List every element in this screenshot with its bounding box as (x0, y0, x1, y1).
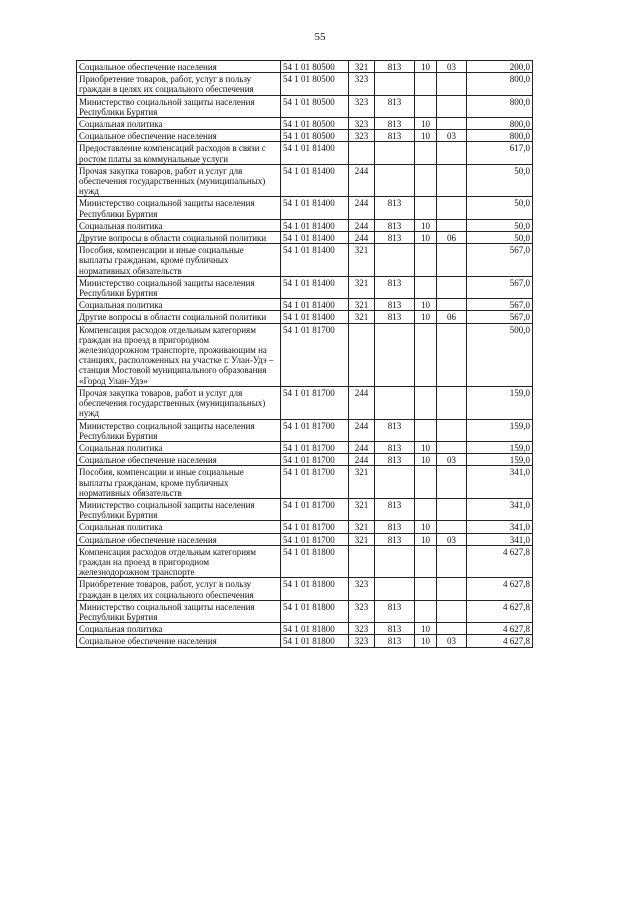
row-amount-cell: 800,0 (467, 118, 533, 130)
table-row (77, 441, 533, 453)
row-subsection-cell: 03 (437, 130, 467, 142)
table-row (77, 533, 533, 545)
row-target-code-cell: 54 1 01 81400 (281, 219, 349, 231)
row-amount-cell: 50,0 (467, 197, 533, 219)
row-expense-type-cell: 244 (349, 454, 375, 466)
row-department-code-cell (375, 164, 415, 197)
row-name-cell: Министерство социальной защиты населения Республики Бурятия (77, 498, 281, 520)
row-amount-cell: 4 627,8 (467, 600, 533, 622)
row-amount-cell: 341,0 (467, 521, 533, 533)
row-expense-type-cell: 323 (349, 73, 375, 95)
table-row (77, 454, 533, 466)
table-row (77, 386, 533, 419)
table-row (77, 118, 533, 130)
row-department-code-cell: 813 (375, 299, 415, 311)
row-expense-type-cell: 321 (349, 466, 375, 499)
row-expense-type-cell: 321 (349, 311, 375, 323)
row-department-code-cell: 813 (375, 635, 415, 647)
row-department-code-cell (375, 466, 415, 499)
row-section-cell (415, 95, 437, 117)
row-department-code-cell (375, 142, 415, 164)
row-subsection-cell (437, 95, 467, 117)
row-amount-cell: 50,0 (467, 164, 533, 197)
row-department-code-cell (375, 73, 415, 95)
row-section-cell: 10 (415, 454, 437, 466)
row-expense-type-cell: 321 (349, 521, 375, 533)
table-row (77, 311, 533, 323)
row-name-cell: Социальная политика (77, 299, 281, 311)
row-section-cell (415, 197, 437, 219)
row-name-cell: Министерство социальной защиты населения Республики Бурятия (77, 95, 281, 117)
row-target-code-cell: 54 1 01 81700 (281, 533, 349, 545)
row-target-code-cell: 54 1 01 80500 (281, 130, 349, 142)
row-name-cell: Компенсация расходов отдельным категориям граждан на проезд в пригородном железнодорожном транспорте, проживающим на станциях, расположенных на участке г. Улан-Удэ – станция Мостовой муниципального образования «Город Улан-Удэ» (77, 323, 281, 386)
row-name-cell: Другие вопросы в области социальной политики (77, 311, 281, 323)
row-target-code-cell: 54 1 01 81800 (281, 578, 349, 600)
row-subsection-cell: 06 (437, 232, 467, 244)
row-name-cell: Пособия, компенсации и иные социальные выплаты гражданам, кроме публичных нормативных обязательств (77, 244, 281, 277)
row-amount-cell: 800,0 (467, 95, 533, 117)
row-amount-cell: 159,0 (467, 454, 533, 466)
row-name-cell: Пособия, компенсации и иные социальные выплаты гражданам, кроме публичных нормативных обязательств (77, 466, 281, 499)
row-subsection-cell (437, 323, 467, 386)
row-section-cell: 10 (415, 441, 437, 453)
table-row (77, 61, 533, 73)
row-expense-type-cell: 323 (349, 118, 375, 130)
table-row (77, 164, 533, 197)
table-row (77, 130, 533, 142)
table-row (77, 197, 533, 219)
row-department-code-cell: 813 (375, 219, 415, 231)
row-target-code-cell: 54 1 01 81700 (281, 454, 349, 466)
row-amount-cell: 617,0 (467, 142, 533, 164)
row-amount-cell: 159,0 (467, 386, 533, 419)
row-target-code-cell: 54 1 01 80500 (281, 61, 349, 73)
row-section-cell: 10 (415, 219, 437, 231)
row-department-code-cell: 813 (375, 521, 415, 533)
row-department-code-cell (375, 244, 415, 277)
row-section-cell (415, 466, 437, 499)
row-department-code-cell: 813 (375, 498, 415, 520)
row-subsection-cell (437, 419, 467, 441)
row-section-cell (415, 276, 437, 298)
row-amount-cell: 4 627,8 (467, 623, 533, 635)
row-target-code-cell: 54 1 01 81400 (281, 276, 349, 298)
row-subsection-cell: 03 (437, 61, 467, 73)
row-expense-type-cell (349, 323, 375, 386)
row-subsection-cell (437, 466, 467, 499)
row-expense-type-cell: 321 (349, 299, 375, 311)
row-department-code-cell: 813 (375, 61, 415, 73)
row-section-cell (415, 498, 437, 520)
row-target-code-cell: 54 1 01 81800 (281, 600, 349, 622)
row-section-cell (415, 386, 437, 419)
row-name-cell: Социальное обеспечение населения (77, 533, 281, 545)
row-amount-cell: 200,0 (467, 61, 533, 73)
row-expense-type-cell (349, 142, 375, 164)
row-department-code-cell: 813 (375, 441, 415, 453)
row-section-cell (415, 142, 437, 164)
table-row (77, 466, 533, 499)
row-department-code-cell: 813 (375, 454, 415, 466)
row-department-code-cell: 813 (375, 276, 415, 298)
row-subsection-cell (437, 73, 467, 95)
row-name-cell: Социальное обеспечение населения (77, 635, 281, 647)
row-department-code-cell: 813 (375, 419, 415, 441)
row-expense-type-cell: 244 (349, 441, 375, 453)
row-expense-type-cell: 323 (349, 635, 375, 647)
row-expense-type-cell: 244 (349, 197, 375, 219)
row-target-code-cell: 54 1 01 81700 (281, 498, 349, 520)
row-department-code-cell: 813 (375, 197, 415, 219)
row-expense-type-cell: 323 (349, 95, 375, 117)
row-department-code-cell: 813 (375, 118, 415, 130)
row-expense-type-cell: 323 (349, 130, 375, 142)
row-section-cell (415, 419, 437, 441)
row-target-code-cell: 54 1 01 81700 (281, 521, 349, 533)
row-target-code-cell: 54 1 01 81700 (281, 419, 349, 441)
row-name-cell: Социальная политика (77, 219, 281, 231)
row-department-code-cell: 813 (375, 533, 415, 545)
row-target-code-cell: 54 1 01 81800 (281, 623, 349, 635)
row-section-cell: 10 (415, 118, 437, 130)
row-subsection-cell (437, 197, 467, 219)
row-name-cell: Другие вопросы в области социальной политики (77, 232, 281, 244)
row-section-cell (415, 545, 437, 578)
row-name-cell: Социальная политика (77, 118, 281, 130)
row-subsection-cell (437, 600, 467, 622)
row-target-code-cell: 54 1 01 81400 (281, 142, 349, 164)
row-section-cell (415, 164, 437, 197)
row-department-code-cell: 813 (375, 311, 415, 323)
row-name-cell: Приобретение товаров, работ, услуг в пользу граждан в целях их социального обеспечения (77, 578, 281, 600)
row-section-cell (415, 323, 437, 386)
row-section-cell: 10 (415, 311, 437, 323)
row-subsection-cell (437, 164, 467, 197)
row-expense-type-cell: 321 (349, 533, 375, 545)
row-amount-cell: 4 627,8 (467, 635, 533, 647)
row-name-cell: Министерство социальной защиты населения Республики Бурятия (77, 600, 281, 622)
row-name-cell: Социальное обеспечение населения (77, 454, 281, 466)
row-amount-cell: 4 627,8 (467, 578, 533, 600)
row-subsection-cell (437, 623, 467, 635)
budget-table (76, 60, 533, 648)
row-amount-cell: 50,0 (467, 232, 533, 244)
row-expense-type-cell: 321 (349, 61, 375, 73)
row-amount-cell: 341,0 (467, 533, 533, 545)
table-row (77, 95, 533, 117)
row-amount-cell: 341,0 (467, 466, 533, 499)
table-row (77, 244, 533, 277)
row-name-cell: Министерство социальной защиты населения Республики Бурятия (77, 276, 281, 298)
row-amount-cell: 800,0 (467, 73, 533, 95)
row-name-cell: Министерство социальной защиты населения Республики Бурятия (77, 419, 281, 441)
table-row (77, 623, 533, 635)
row-subsection-cell (437, 276, 467, 298)
row-name-cell: Прочая закупка товаров, работ и услуг для обеспечения государственных (муниципальных) нужд (77, 164, 281, 197)
row-name-cell: Социальное обеспечение населения (77, 130, 281, 142)
row-target-code-cell: 54 1 01 80500 (281, 118, 349, 130)
row-name-cell: Приобретение товаров, работ, услуг в пользу граждан в целях их социального обеспечения (77, 73, 281, 95)
row-expense-type-cell: 244 (349, 386, 375, 419)
row-expense-type-cell: 323 (349, 600, 375, 622)
row-subsection-cell (437, 299, 467, 311)
row-section-cell (415, 244, 437, 277)
row-section-cell: 10 (415, 299, 437, 311)
row-amount-cell: 567,0 (467, 299, 533, 311)
row-department-code-cell: 813 (375, 232, 415, 244)
table-row (77, 498, 533, 520)
row-amount-cell: 4 627,8 (467, 545, 533, 578)
row-amount-cell: 567,0 (467, 276, 533, 298)
row-subsection-cell: 03 (437, 533, 467, 545)
table-row (77, 545, 533, 578)
row-amount-cell: 800,0 (467, 130, 533, 142)
row-expense-type-cell: 244 (349, 164, 375, 197)
row-target-code-cell: 54 1 01 81400 (281, 197, 349, 219)
row-target-code-cell: 54 1 01 81700 (281, 323, 349, 386)
table-row (77, 219, 533, 231)
row-name-cell: Предоставление компенсаций расходов в связи с ростом платы за коммунальные услуги (77, 142, 281, 164)
row-target-code-cell: 54 1 01 81400 (281, 164, 349, 197)
row-subsection-cell (437, 244, 467, 277)
row-section-cell: 10 (415, 521, 437, 533)
table-row (77, 323, 533, 386)
row-subsection-cell (437, 521, 467, 533)
row-target-code-cell: 54 1 01 81700 (281, 466, 349, 499)
row-section-cell (415, 73, 437, 95)
row-expense-type-cell: 244 (349, 219, 375, 231)
row-target-code-cell: 54 1 01 81400 (281, 232, 349, 244)
row-subsection-cell (437, 441, 467, 453)
row-name-cell: Социальная политика (77, 623, 281, 635)
row-department-code-cell (375, 386, 415, 419)
row-subsection-cell (437, 578, 467, 600)
row-department-code-cell: 813 (375, 623, 415, 635)
row-amount-cell: 159,0 (467, 441, 533, 453)
budget-table-body (77, 61, 533, 648)
row-expense-type-cell: 244 (349, 232, 375, 244)
row-target-code-cell: 54 1 01 81400 (281, 311, 349, 323)
row-department-code-cell (375, 545, 415, 578)
row-target-code-cell: 54 1 01 80500 (281, 95, 349, 117)
table-row (77, 142, 533, 164)
table-row (77, 419, 533, 441)
row-expense-type-cell (349, 545, 375, 578)
row-department-code-cell (375, 323, 415, 386)
row-section-cell: 10 (415, 130, 437, 142)
row-amount-cell: 500,0 (467, 323, 533, 386)
row-expense-type-cell: 321 (349, 244, 375, 277)
row-department-code-cell: 813 (375, 95, 415, 117)
row-amount-cell: 567,0 (467, 244, 533, 277)
row-name-cell: Социальное обеспечение населения (77, 61, 281, 73)
row-amount-cell: 50,0 (467, 219, 533, 231)
row-expense-type-cell: 244 (349, 419, 375, 441)
table-row (77, 232, 533, 244)
row-subsection-cell: 03 (437, 635, 467, 647)
row-expense-type-cell: 323 (349, 623, 375, 635)
row-department-code-cell (375, 578, 415, 600)
row-section-cell (415, 600, 437, 622)
row-department-code-cell: 813 (375, 600, 415, 622)
row-name-cell: Министерство социальной защиты населения Республики Бурятия (77, 197, 281, 219)
row-name-cell: Социальная политика (77, 441, 281, 453)
row-section-cell: 10 (415, 61, 437, 73)
row-amount-cell: 341,0 (467, 498, 533, 520)
row-target-code-cell: 54 1 01 80500 (281, 73, 349, 95)
row-target-code-cell: 54 1 01 81400 (281, 299, 349, 311)
row-subsection-cell (437, 142, 467, 164)
table-row (77, 578, 533, 600)
row-section-cell: 10 (415, 232, 437, 244)
row-subsection-cell (437, 386, 467, 419)
table-row (77, 276, 533, 298)
row-expense-type-cell: 321 (349, 498, 375, 520)
row-target-code-cell: 54 1 01 81400 (281, 244, 349, 277)
row-department-code-cell: 813 (375, 130, 415, 142)
row-amount-cell: 567,0 (467, 311, 533, 323)
row-amount-cell: 159,0 (467, 419, 533, 441)
table-row (77, 521, 533, 533)
row-target-code-cell: 54 1 01 81800 (281, 545, 349, 578)
row-subsection-cell (437, 219, 467, 231)
row-subsection-cell (437, 545, 467, 578)
row-name-cell: Социальная политика (77, 521, 281, 533)
table-row (77, 299, 533, 311)
table-row (77, 73, 533, 95)
row-section-cell: 10 (415, 623, 437, 635)
table-row (77, 600, 533, 622)
row-target-code-cell: 54 1 01 81800 (281, 635, 349, 647)
row-expense-type-cell: 323 (349, 578, 375, 600)
row-name-cell: Компенсация расходов отдельным категориям граждан на проезд в пригородном железнодорожном транспорте (77, 545, 281, 578)
table-row (77, 635, 533, 647)
row-subsection-cell: 03 (437, 454, 467, 466)
row-name-cell: Прочая закупка товаров, работ и услуг для обеспечения государственных (муниципальных) нужд (77, 386, 281, 419)
row-subsection-cell (437, 118, 467, 130)
row-target-code-cell: 54 1 01 81700 (281, 441, 349, 453)
row-subsection-cell (437, 498, 467, 520)
row-target-code-cell: 54 1 01 81700 (281, 386, 349, 419)
row-subsection-cell: 06 (437, 311, 467, 323)
page-number: 55 (314, 31, 326, 43)
row-expense-type-cell: 321 (349, 276, 375, 298)
row-section-cell: 10 (415, 635, 437, 647)
row-section-cell (415, 578, 437, 600)
row-section-cell: 10 (415, 533, 437, 545)
